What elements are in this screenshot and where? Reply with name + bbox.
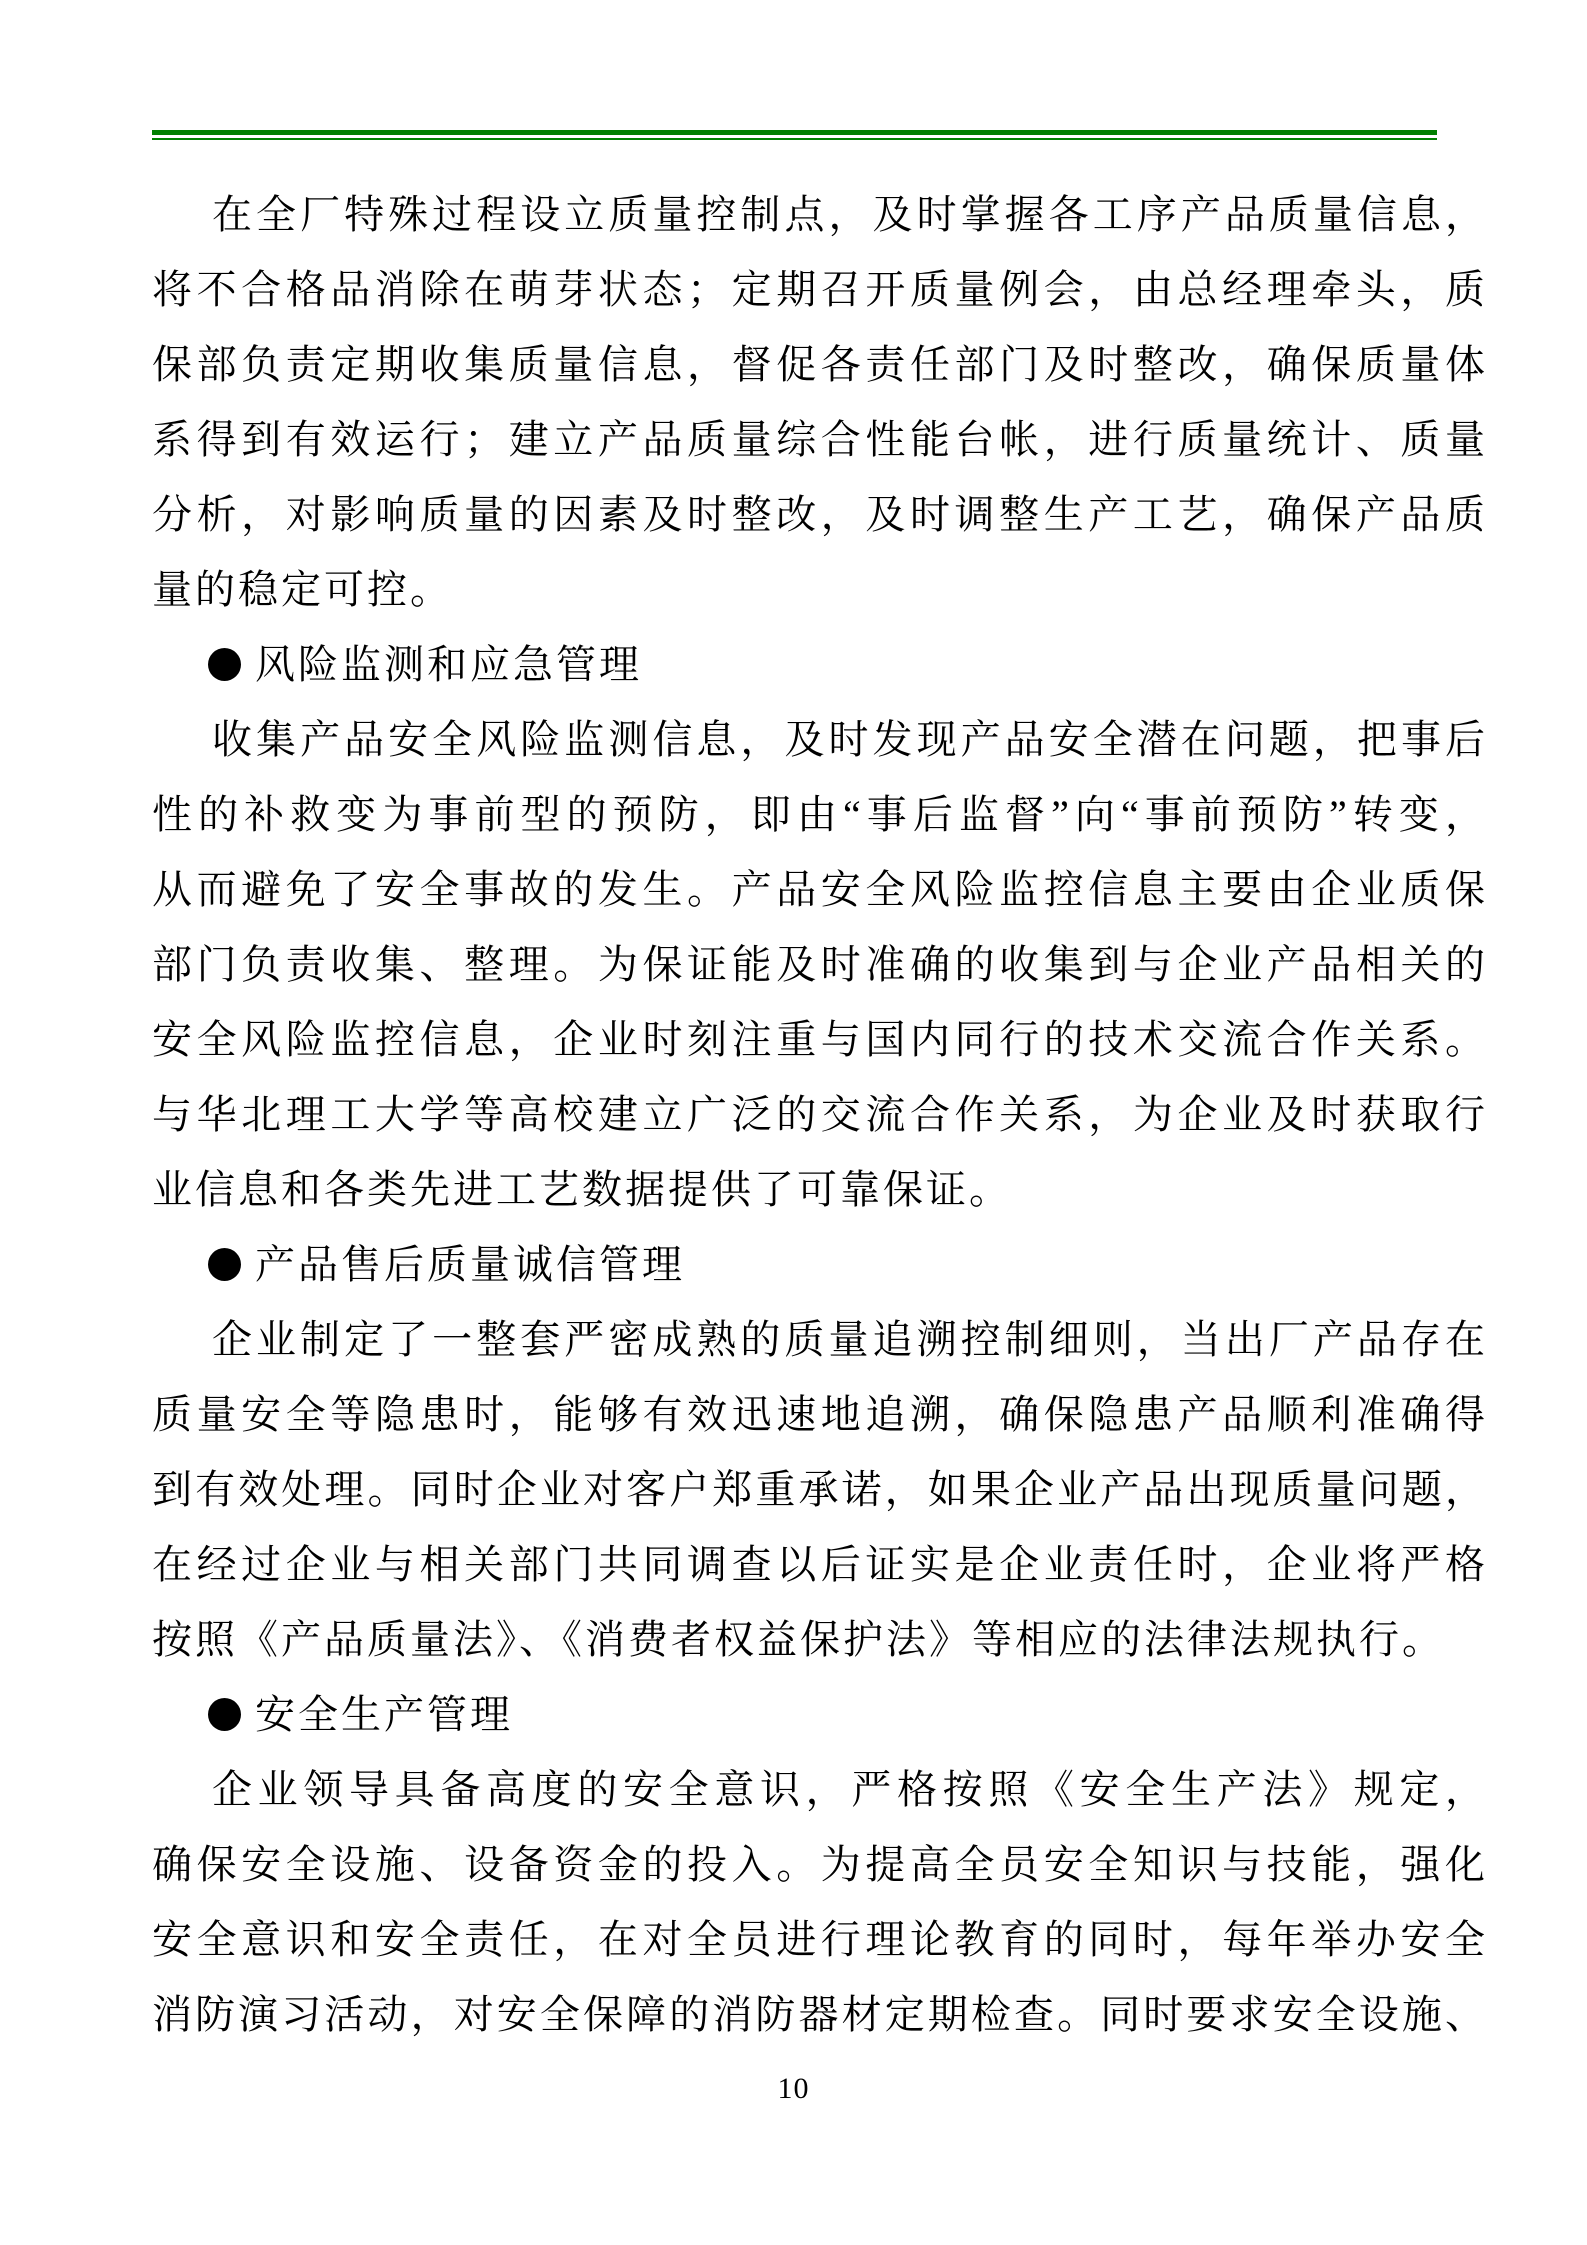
section-heading: [152, 1227, 1488, 1302]
text-line: 在全厂特殊过程设立质量控制点，及时掌握各工序产品质量信息，: [212, 192, 1488, 237]
bullet-icon: [208, 1248, 241, 1281]
section-heading-text: 产品售后质量诚信管理: [255, 1242, 685, 1287]
text-line: 与华北理工大学等高校建立广泛的交流合作关系，为企业及时获取行: [152, 1092, 1488, 1137]
document-body: [152, 177, 1488, 2052]
text-line: 收集产品安全风险监测信息，及时发现产品安全潜在问题，把事后: [212, 717, 1488, 762]
bullet-icon: [208, 648, 241, 681]
header-divider-thin-line: [152, 138, 1437, 140]
page-number: 10: [777, 2072, 810, 2105]
text-line: 系得到有效运行；建立产品质量综合性能台帐，进行质量统计、质量: [152, 417, 1488, 462]
text-line: 性的补救变为事前型的预防，即由“事后监督”向“事前预防”转变，: [152, 792, 1488, 837]
text-line: 在经过企业与相关部门共同调查以后证实是企业责任时，企业将严格: [152, 1542, 1488, 1587]
text-line: 企业领导具备高度的安全意识，严格按照《安全生产法》规定，: [212, 1767, 1488, 1812]
section-heading: [152, 1677, 1488, 1752]
text-line: 将不合格品消除在萌芽状态；定期召开质量例会，由总经理牵头，质: [152, 267, 1488, 312]
text-line: 安全风险监控信息，企业时刻注重与国内同行的技术交流合作关系。: [152, 1017, 1488, 1062]
text-line: 按照《产品质量法》、《消费者权益保护法》等相应的法律法规执行。: [152, 1617, 1445, 1662]
text-line: 分析，对影响质量的因素及时整改，及时调整生产工艺，确保产品质: [152, 492, 1488, 537]
text-line: 确保安全设施、设备资金的投入。为提高全员安全知识与技能，强化: [152, 1842, 1488, 1887]
text-line: 从而避免了安全事故的发生。产品安全风险监控信息主要由企业质保: [152, 867, 1488, 912]
text-line: 部门负责收集、整理。为保证能及时准确的收集到与企业产品相关的: [152, 942, 1488, 987]
text-line: 消防演习活动，对安全保障的消防器材定期检查。同时要求安全设施、: [152, 1992, 1488, 2037]
text-line: 量的稳定可控。: [152, 567, 453, 612]
section-heading: [152, 627, 1488, 702]
text-line: 安全意识和安全责任，在对全员进行理论教育的同时，每年举办安全: [152, 1917, 1488, 1962]
section-heading-text: 安全生产管理: [255, 1692, 513, 1737]
text-line: 到有效处理。同时企业对客户郑重承诺，如果企业产品出现质量问题，: [152, 1467, 1488, 1512]
text-line: 业信息和各类先进工艺数据提供了可靠保证。: [152, 1167, 1012, 1212]
text-line: 保部负责定期收集质量信息，督促各责任部门及时整改，确保质量体: [152, 342, 1488, 387]
bullet-icon: [208, 1698, 241, 1731]
text-line: 质量安全等隐患时，能够有效迅速地追溯，确保隐患产品顺利准确得: [152, 1392, 1488, 1437]
text-line: 企业制定了一整套严密成熟的质量追溯控制细则，当出厂产品存在: [212, 1317, 1488, 1362]
header-divider: [152, 130, 1437, 140]
section-heading-text: 风险监测和应急管理: [255, 642, 642, 687]
